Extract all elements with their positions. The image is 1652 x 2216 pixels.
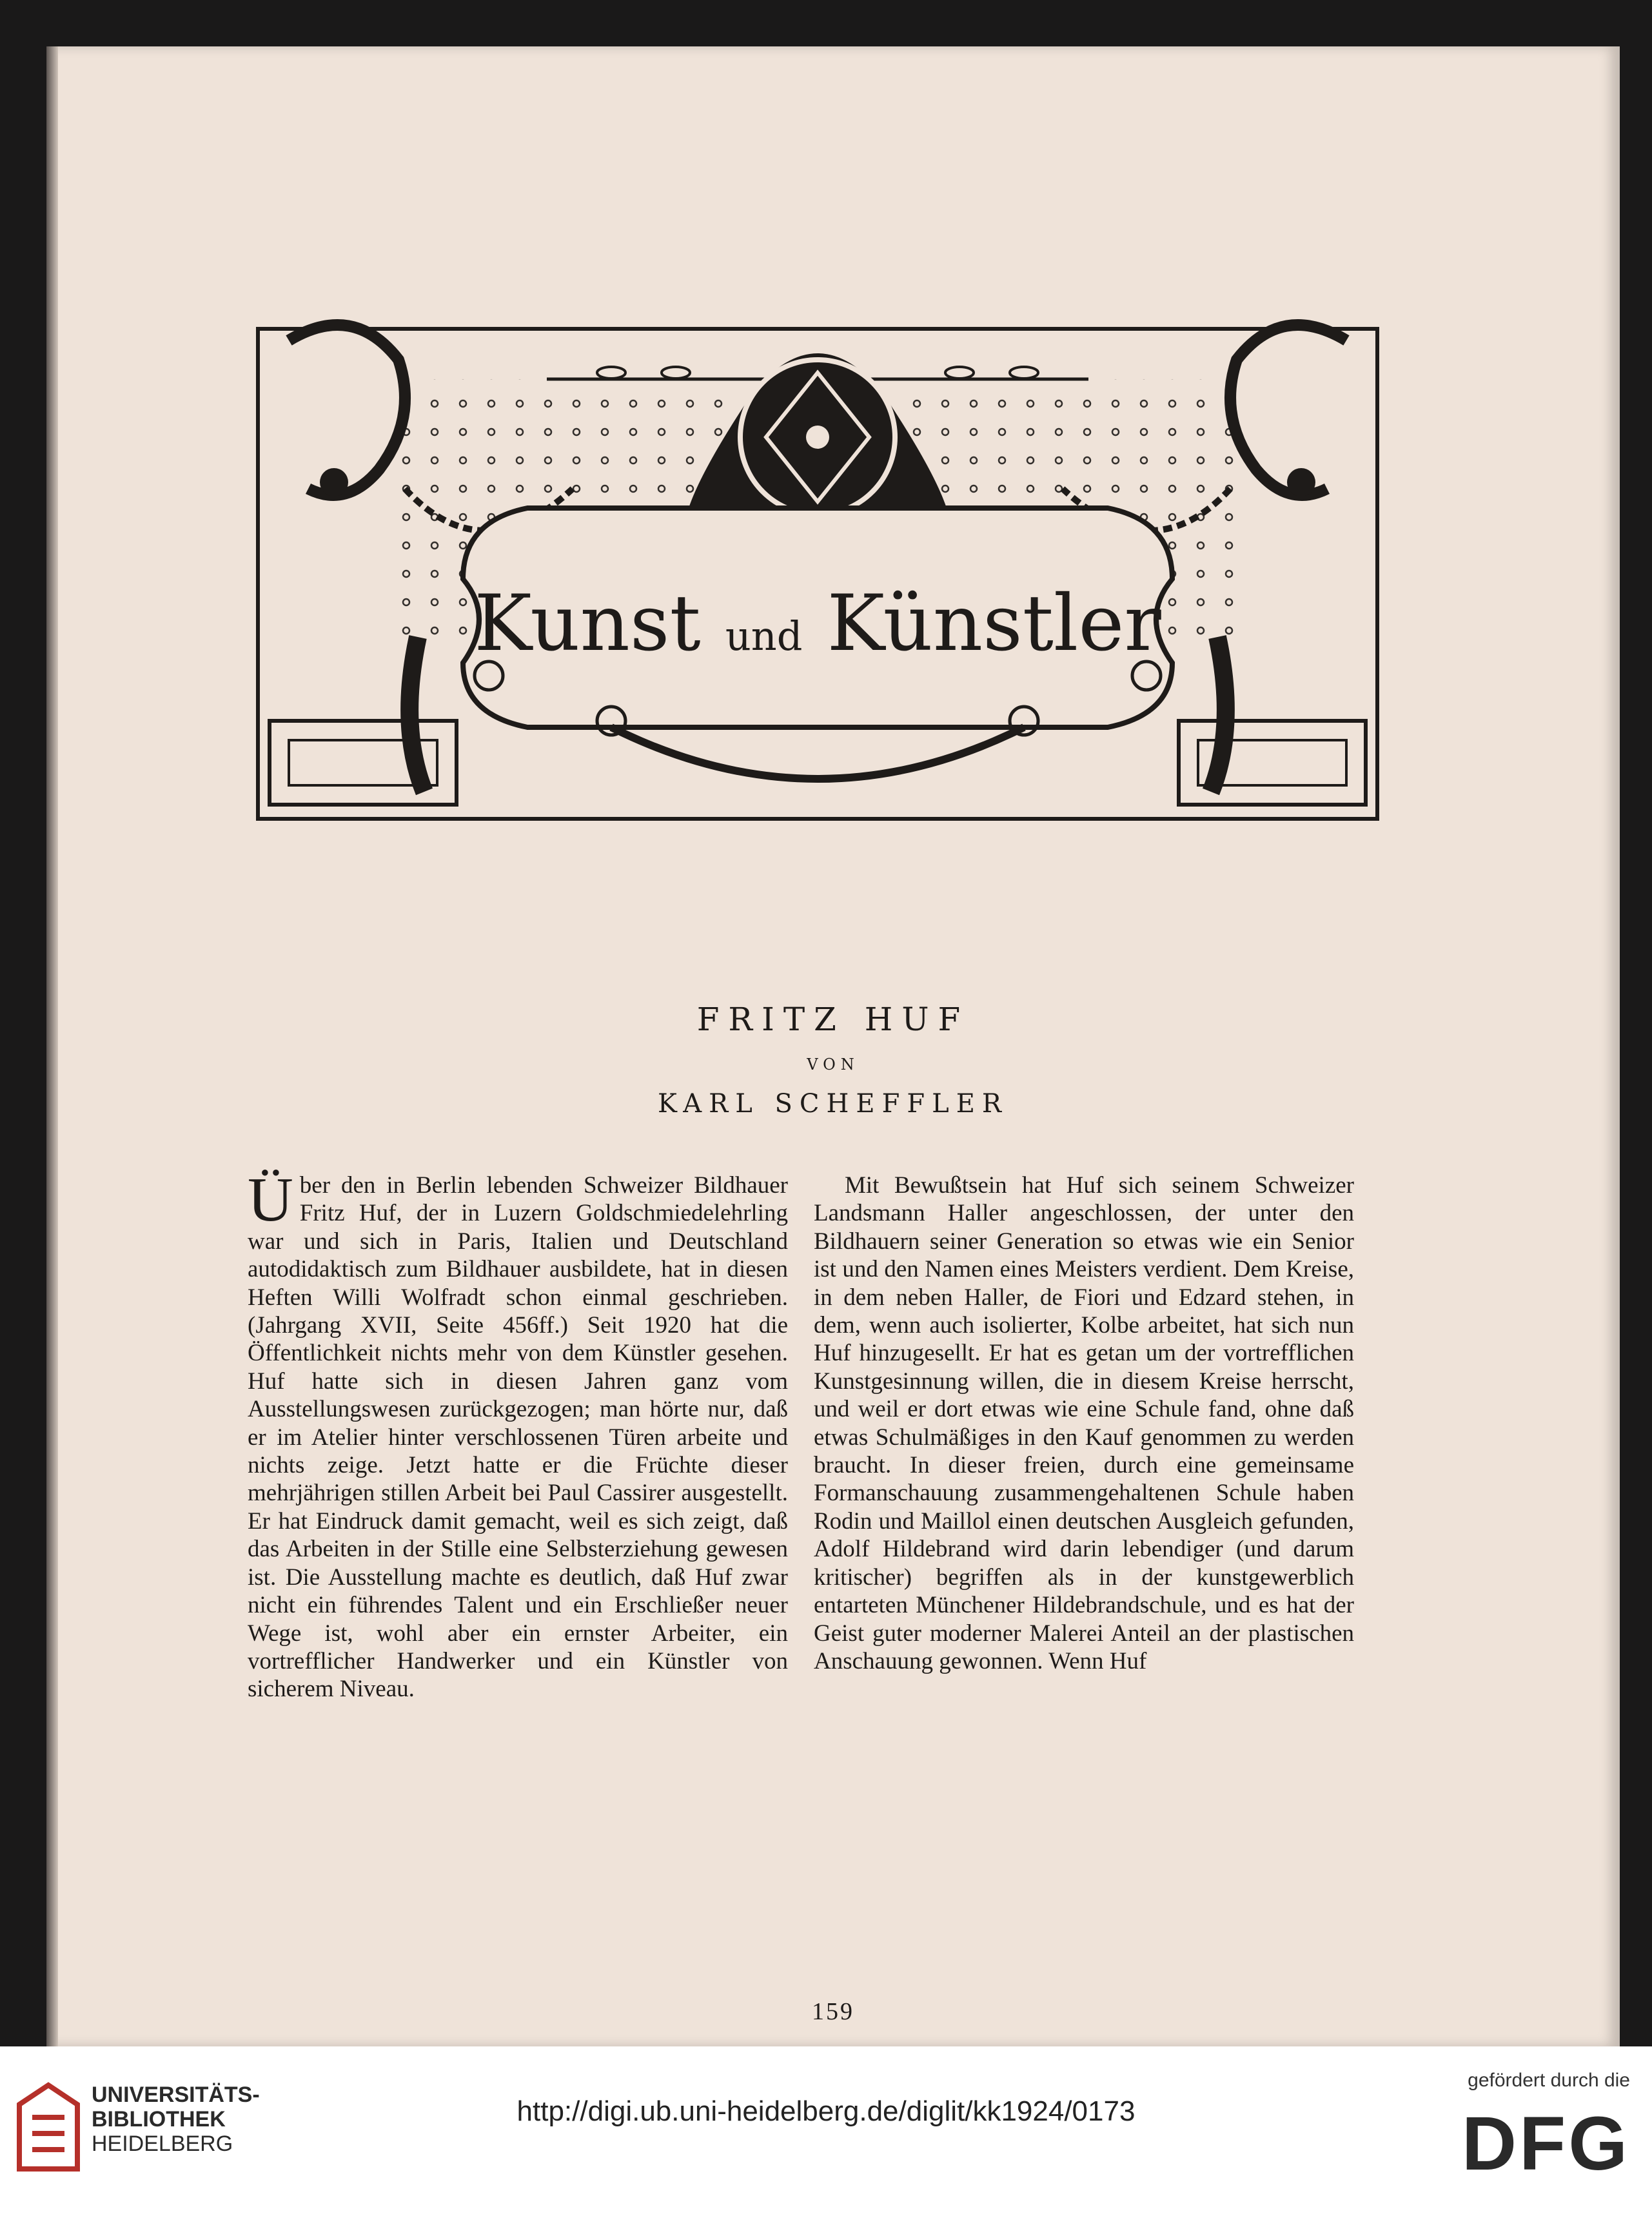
library-name-line2: BIBLIOTHEK [92,2107,226,2132]
left-column-text: ber den in Berlin lebenden Schweizer Bildhauer Fritz Huf, der in Luzern Goldschmiedelehrling war und sich in Paris, Italien und Deutschland autodidaktisch zum Bildhauer ausbildete, hat in diesen Heften Willi Wolfradt schon einmal geschrieben. (Jahrgang XVII, Seite 456ff.) Seit 1920 hat die Öffentlichkeit nichts mehr von dem Künstler gesehen. Huf hatte sich in diesen Jahren ganz vom Ausstellungswesen zurückgezogen; man hörte nur, daß er im Atelier hinter verschlossenen Türen arbeite und nichts zeige. Jetzt hatte er die Früchte dieser mehrjährigen stillen Arbeit bei Paul Cassirer ausgestellt. Er hat Eindruck damit gemacht, weil es sich zeigt, daß das Arbeiten in der Stille eine Selbsterziehung gewesen ist. Die Ausstellung machte es deutlich, daß Huf zwar nicht ein führendes Talent und ein Erschließer neuer Wege ist, wohl aber ein ernster Arbeiter, ein vortrefflicher Handwerker und ein Künstler von sicherem Niveau. [248,1172,788,1703]
dfg-logo: DFG [1461,2101,1630,2186]
article-title: FRITZ HUF [696,1001,970,1038]
funded-by-label: gefördert durch die [1468,2070,1630,2091]
article-author: KARL SCHEFFLER [657,1089,1009,1119]
article-von: VON [807,1055,860,1074]
right-column: Mit Bewußtsein hat Huf sich seinem Schweizer Landsmann Haller angeschlossen, der unter den Bildhauern seiner Generation so etwas wie ein Senior ist und den Namen eines Meisters verdient. Dem Kreise, in dem neben Haller, de Fiori und Edzard stehen, in dem, wenn auch isolierter, Kolbe arbeitet, hat sich nun Huf hinzugesellt. Er hat es getan um der vortrefflichen Kunstgesinnung willen, die in diesem Kreise herrscht, und weil er dort etwas wie eine Schule fand, ohne daß etwas Schulmäßiges in den Kauf genommen zu werden braucht. In dieser freien, durch eine gemeinsame Formanschauung zusammengehaltenen Schule haben Rodin und Maillol einen deutschen Ausgleich gefunden, Adolf Hildebrand wird darin lebendiger (und darum kritischer) begriffen als in der kunstgewerblich entarteten Münchener Hildebrandschule, und es hat der Geist guter moderner Malerei Anteil an der plastischen Anschauung gewonnen. Wenn Huf [814,1172,1354,1674]
ornament-title [474,579,1161,669]
ornament-title-und: und [725,613,803,660]
footer-bar [0,2046,1652,2216]
page-number: 159 [812,1998,854,2025]
library-name-line3: HEIDELBERG [92,2132,233,2156]
left-column [248,1165,788,1703]
scanned-page [46,46,1620,2046]
dropcap: Ü [248,1165,293,1235]
source-url-link[interactable]: http://digi.ub.uni-heidelberg.de/diglit/kk1924/0173 [516,2095,1136,2127]
ornament-title-kuenstler: Künstler [827,579,1161,669]
header-ornament [250,276,1384,829]
ornament-title-kunst: Kunst [474,579,701,669]
page-spine-shadow [46,46,58,2046]
library-name-line1: UNIVERSITÄTS- [92,2083,260,2107]
